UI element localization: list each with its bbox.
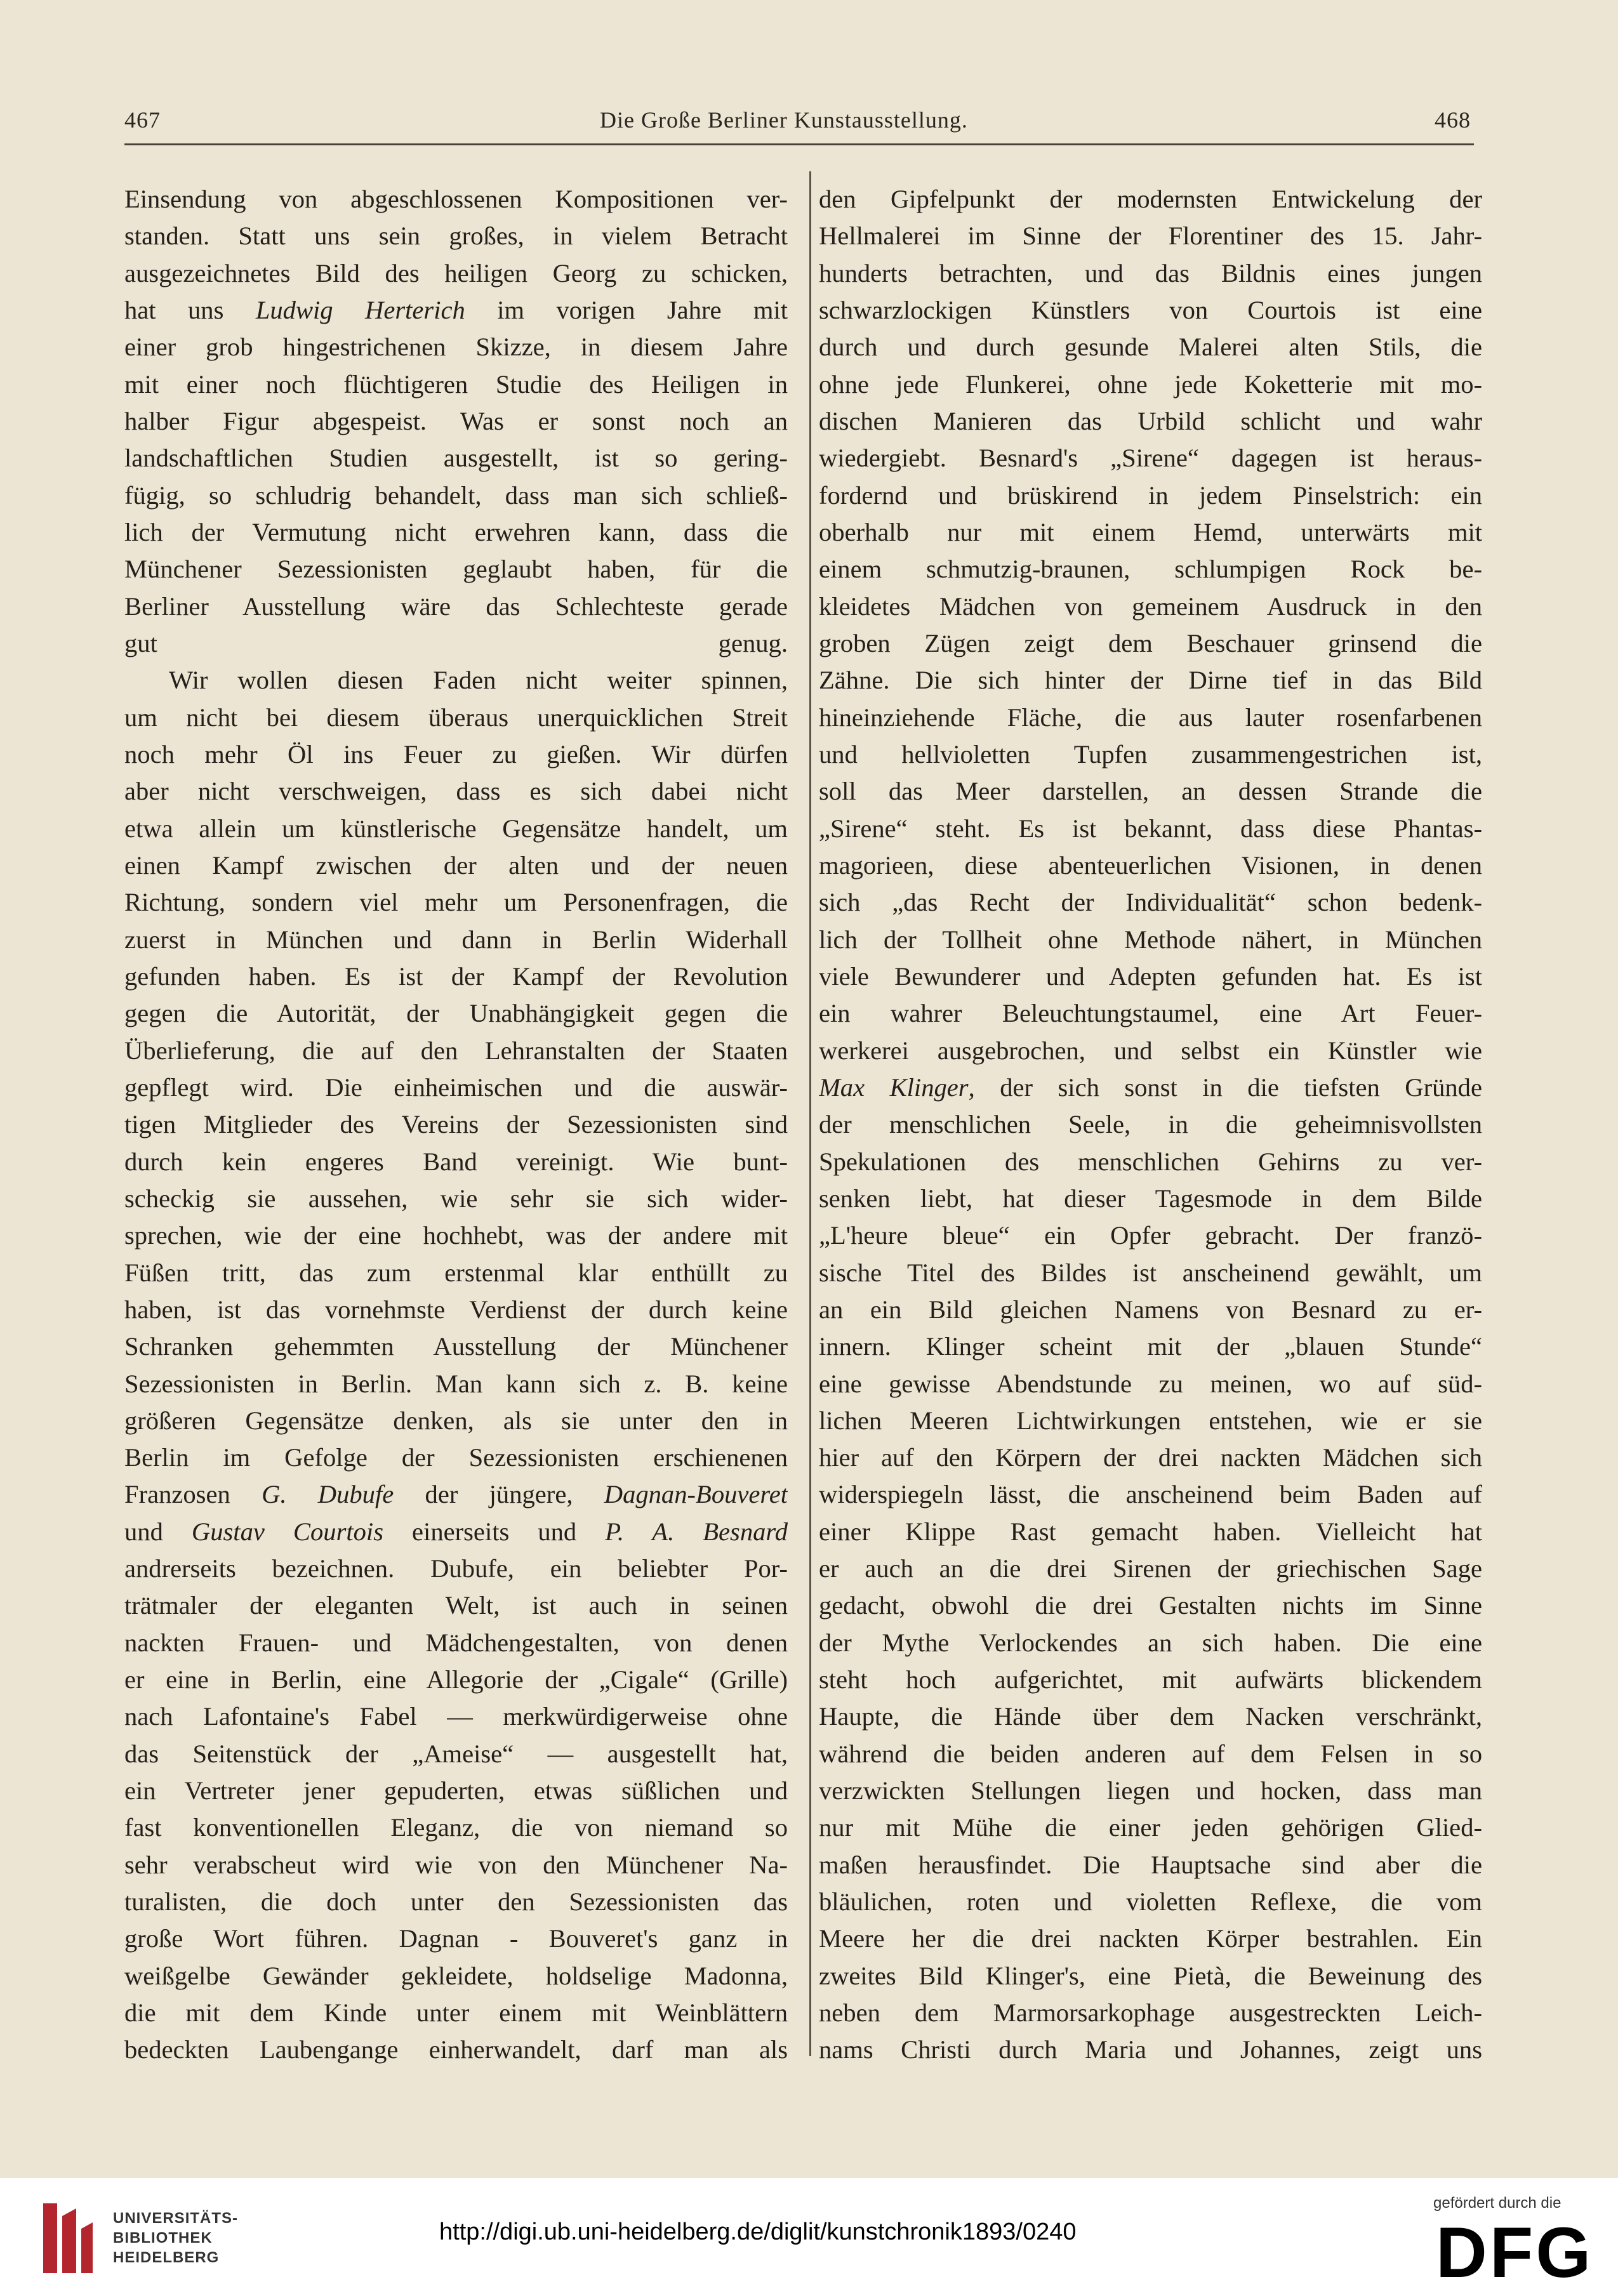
- text-line: fordernd und brüskirend in jedem Pinselstrich: ein: [819, 480, 1482, 510]
- text-column-left: [124, 181, 788, 2069]
- text-line: wiedergiebt. Besnard's „Sirene“ dagegen ist heraus-: [819, 444, 1482, 473]
- text-line: einem schmutzig-braunen, schlumpigen Rock be-: [819, 555, 1482, 584]
- text-line: zuerst in München und dann in Berlin Widerhall: [124, 925, 788, 954]
- text-line: hier auf den Körpern der drei nackten Mädchen sich: [819, 1443, 1482, 1472]
- text-line: scheckig sie aussehen, wie sehr sie sich wider-: [124, 1184, 788, 1213]
- text-line: nackten Frauen- und Mädchengestalten, von denen: [124, 1628, 788, 1657]
- text-line: etwa allein um künstlerische Gegensätze handelt, um: [124, 814, 788, 843]
- text-line: nams Christi durch Maria und Johannes, zeigt uns: [819, 2035, 1482, 2064]
- permalink-url[interactable]: http://digi.ub.uni-heidelberg.de/diglit/kunstchronik1893/0240: [439, 2219, 1077, 2245]
- text-line: sische Titel des Bildes ist anscheinend gewählt, um: [819, 1258, 1482, 1287]
- text-line: maßen herausfindet. Die Hauptsache sind aber die: [819, 1850, 1482, 1879]
- text-line: bedeckten Laubengange einherwandelt, darf man als: [124, 2035, 788, 2064]
- text-line: [124, 1514, 788, 1550]
- text-line: hineinziehende Fläche, die aus lauter rosenfarbenen: [819, 703, 1482, 732]
- library-name-line: UNIVERSITÄTS-: [113, 2210, 239, 2227]
- text-line: gut genug.: [124, 628, 788, 657]
- text-line: fast konventionellen Eleganz, die von niemand so: [124, 1813, 788, 1842]
- text-line: widerspiegeln lässt, die anscheinend beim Baden auf: [819, 1480, 1482, 1509]
- text-line: Münchener Sezessionisten geglaubt haben, für die: [124, 555, 788, 584]
- text-line: ein wahrer Beleuchtungstaumel, eine Art Feuer-: [819, 999, 1482, 1028]
- text-run: und: [124, 1517, 192, 1546]
- text-line: lichen Meeren Lichtwirkungen entstehen, wie er sie: [819, 1406, 1482, 1435]
- text-line: schwarzlockigen Künstlers von Courtois ist eine: [819, 295, 1482, 324]
- text-line: er eine in Berlin, eine Allegorie der „Cigale“ (Grille): [124, 1665, 788, 1694]
- text-line: bläulichen, roten und violetten Reflexe, die vom: [819, 1887, 1482, 1917]
- text-line: aber nicht verschweigen, dass es sich dabei nicht: [124, 777, 788, 806]
- italic-name: Gustav Courtois: [191, 1517, 383, 1546]
- text-line: das Seitenstück der „Ameise“ — ausgestellt hat,: [124, 1739, 788, 1768]
- text-line: tigen Mitglieder des Vereins der Sezessionisten sind: [124, 1110, 788, 1139]
- text-line: trätmaler der eleganten Welt, ist auch in seinen: [124, 1591, 788, 1620]
- text-line: lich der Vermutung nicht erwehren kann, dass die: [124, 517, 788, 546]
- text-line: die mit dem Kinde unter einem mit Weinblättern: [124, 1998, 788, 2028]
- column-rule: [809, 171, 811, 2056]
- text-line: noch mehr Öl ins Feuer zu gießen. Wir dürfen: [124, 739, 788, 769]
- digitization-footer: [0, 2178, 1618, 2296]
- italic-name: Dagnan-Bouveret: [604, 1480, 788, 1509]
- text-line: ausgezeichnetes Bild des heiligen Georg zu schicken,: [124, 258, 788, 287]
- library-name: [113, 2208, 238, 2267]
- text-line: kleidetes Mädchen von gemeinem Ausdruck in den: [819, 591, 1482, 621]
- text-line: Überlieferung, die auf den Lehranstalten der Staaten: [124, 1036, 788, 1065]
- library-name-line: BIBLIOTHEK: [113, 2229, 213, 2247]
- italic-name: P. A. Besnard: [605, 1517, 788, 1546]
- text-line: Wir wollen diesen Faden nicht weiter spinnen,: [169, 666, 788, 695]
- text-line: oberhalb nur mit einem Hemd, unterwärts mit: [819, 517, 1482, 546]
- text-run: der jüngere,: [394, 1480, 604, 1509]
- text-line: durch kein engeres Band vereinigt. Wie bunt-: [124, 1147, 788, 1176]
- text-line: gedacht, obwohl die drei Gestalten nichts im Sinne: [819, 1591, 1482, 1620]
- text-line: „L'heure bleue“ ein Opfer gebracht. Der franzö-: [819, 1221, 1482, 1250]
- text-line: fügig, so schludrig behandelt, dass man sich schließ-: [124, 480, 788, 510]
- text-line: gegen die Autorität, der Unabhängigkeit gegen die: [124, 999, 788, 1028]
- header-rule: [124, 143, 1474, 145]
- text-line: „Sirene“ steht. Es ist bekannt, dass diese Phantas-: [819, 814, 1482, 843]
- text-line: einer Klippe Rast gemacht haben. Vielleicht hat: [819, 1517, 1482, 1546]
- text-line: und hellvioletten Tupfen zusammengestrichen ist,: [819, 739, 1482, 769]
- text-line: [124, 1476, 788, 1513]
- text-line: Hellmalerei im Sinne der Florentiner des 15. Jahr-: [819, 221, 1482, 251]
- text-line: haben, ist das vornehmste Verdienst der durch keine: [124, 1295, 788, 1324]
- text-line: andrerseits bezeichnen. Dubufe, ein beliebter Por-: [124, 1554, 788, 1583]
- running-title: Die Große Berliner Kunstausstellung.: [600, 107, 968, 133]
- funded-by-label: gefördert durch die: [1433, 2194, 1562, 2212]
- text-line: der menschlichen Seele, in die geheimnisvollsten: [819, 1110, 1482, 1139]
- dfg-logo: DFG: [1436, 2213, 1594, 2292]
- text-line: um nicht bei diesem überaus unerquicklichen Streit: [124, 703, 788, 732]
- text-line: Berliner Ausstellung wäre das Schlechteste gerade: [124, 591, 788, 621]
- text-line: senken liebt, hat dieser Tagesmode in dem Bilde: [819, 1184, 1482, 1213]
- text-line: Schranken gehemmten Ausstellung der Münchener: [124, 1332, 788, 1361]
- text-line: zweites Bild Klinger's, eine Pietà, die Beweinung des: [819, 1961, 1482, 1990]
- text-line: hunderts betrachten, und das Bildnis eines jungen: [819, 258, 1482, 287]
- page-number-left: 467: [124, 107, 161, 133]
- text-line: Einsendung von abgeschlossenen Kompositionen ver-: [124, 185, 788, 213]
- text-line: innern. Klinger scheint mit der „blauen Stunde“: [819, 1332, 1482, 1361]
- text-column-right: [819, 181, 1482, 2069]
- text-line: [819, 1069, 1482, 1106]
- italic-name: Ludwig Herterich: [255, 295, 465, 324]
- text-line: nach Lafontaine's Fabel — merkwürdigerweise ohne: [124, 1702, 788, 1731]
- text-line: Zähne. Die sich hinter der Dirne tief in das Bild: [819, 666, 1482, 695]
- text-line: weißgelbe Gewänder gekleidete, holdselige Madonna,: [124, 1961, 788, 1990]
- text-line: [124, 292, 788, 329]
- text-line: Füßen tritt, das zum erstenmal klar enthüllt zu: [124, 1258, 788, 1287]
- text-line: Berlin im Gefolge der Sezessionisten erschienenen: [124, 1443, 788, 1472]
- text-run: einerseits und: [383, 1517, 606, 1546]
- text-run: hat uns: [124, 295, 256, 324]
- text-line: turalisten, die doch unter den Sezessionisten das: [124, 1887, 788, 1917]
- text-line: gepflegt wird. Die einheimischen und die auswär-: [124, 1072, 788, 1102]
- text-line: sehr verabscheut wird wie von den Münchener Na-: [124, 1850, 788, 1879]
- text-line: verzwickten Stellungen liegen und hocken, dass man: [819, 1776, 1482, 1805]
- text-line: halber Figur abgespeist. Was er sonst noch an: [124, 406, 788, 435]
- text-line: große Wort führen. Dagnan - Bouveret's ganz in: [124, 1924, 788, 1953]
- text-line: sich „das Recht der Individualität“ schon bedenk-: [819, 888, 1482, 917]
- text-line: während die beiden anderen auf dem Felsen in so: [819, 1739, 1482, 1768]
- text-line: gefunden haben. Es ist der Kampf der Revolution: [124, 961, 788, 991]
- text-line: neben dem Marmorsarkophage ausgestreckten Leich-: [819, 1998, 1482, 2028]
- text-line: eine gewisse Abendstunde zu meinen, wo auf süd-: [819, 1369, 1482, 1398]
- italic-name: G. Dubufe: [262, 1480, 394, 1509]
- text-line: lich der Tollheit ohne Methode nähert, in München: [819, 925, 1482, 954]
- text-line: der Mythe Verlockendes an sich haben. Die eine: [819, 1628, 1482, 1657]
- text-line: sprechen, wie der eine hochhebt, was der andere mit: [124, 1221, 788, 1250]
- text-line: er auch an die drei Sirenen der griechischen Sage: [819, 1554, 1482, 1583]
- library-name-line: HEIDELBERG: [113, 2249, 220, 2266]
- text-line: groben Zügen zeigt dem Beschauer grinsend die: [819, 628, 1482, 657]
- page-number-right: 468: [1435, 107, 1471, 133]
- text-line: werkerei ausgebrochen, und selbst ein Künstler wie: [819, 1036, 1482, 1065]
- text-line: Haupte, die Hände über dem Nacken verschränkt,: [819, 1702, 1482, 1731]
- text-line: Spekulationen des menschlichen Gehirns zu ver-: [819, 1147, 1482, 1176]
- text-line: soll das Meer darstellen, an dessen Strande die: [819, 777, 1482, 806]
- text-line: standen. Statt uns sein großes, in vielem Betracht: [124, 221, 788, 251]
- text-line: durch und durch gesunde Malerei alten Stils, die: [819, 333, 1482, 362]
- text-line: größeren Gegensätze denken, als sie unter den in: [124, 1406, 788, 1435]
- text-line: Richtung, sondern viel mehr um Personenfragen, die: [124, 888, 788, 917]
- text-line: ohne jede Flunkerei, ohne jede Koketterie mit mo-: [819, 369, 1482, 399]
- text-line: einen Kampf zwischen der alten und der neuen: [124, 850, 788, 880]
- ub-heidelberg-logo-icon: [38, 2197, 95, 2280]
- text-line: steht hoch aufgerichtet, mit aufwärts blickendem: [819, 1665, 1482, 1694]
- text-line: dischen Manieren das Urbild schlicht und wahr: [819, 406, 1482, 435]
- text-line: den Gipfelpunkt der modernsten Entwickelung der: [819, 185, 1482, 213]
- text-line: einer grob hingestrichenen Skizze, in diesem Jahre: [124, 333, 788, 362]
- text-line: viele Bewunderer und Adepten gefunden hat. Es ist: [819, 961, 1482, 991]
- text-line: Sezessionisten in Berlin. Man kann sich z. B. keine: [124, 1369, 788, 1398]
- text-line: an ein Bild gleichen Namens von Besnard zu er-: [819, 1295, 1482, 1324]
- text-line: Meere her die drei nackten Körper bestrahlen. Ein: [819, 1924, 1482, 1953]
- text-line: nur mit Mühe die einer jeden gehörigen Glied-: [819, 1813, 1482, 1842]
- text-run: Franzosen: [124, 1480, 262, 1509]
- italic-name: Max Klinger: [819, 1072, 969, 1102]
- text-line: mit einer noch flüchtigeren Studie des Heiligen in: [124, 369, 788, 399]
- text-line: ein Vertreter jener gepuderten, etwas süßlichen und: [124, 1776, 788, 1805]
- text-run: , der sich sonst in die tiefsten Gründe: [968, 1072, 1482, 1102]
- text-line: landschaftlichen Studien ausgestellt, ist so gering-: [124, 444, 788, 473]
- text-run: im vorigen Jahre mit: [465, 295, 788, 324]
- text-line: magorieen, diese abenteuerlichen Visionen, in denen: [819, 850, 1482, 880]
